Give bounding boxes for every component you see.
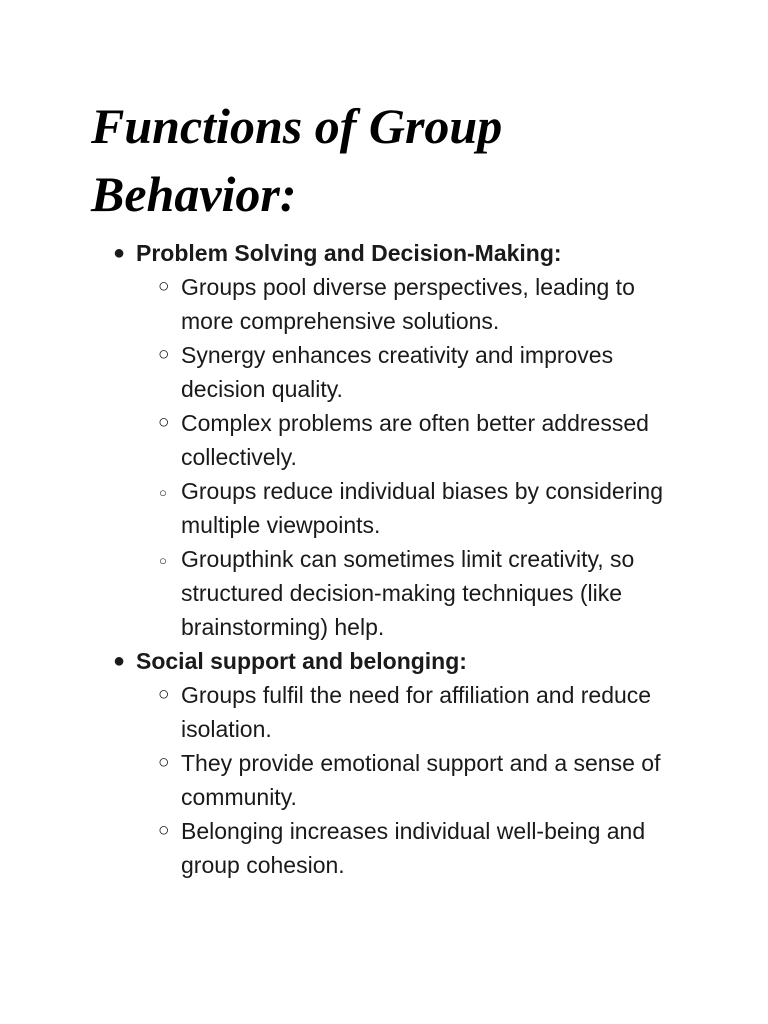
hollow-bullet-icon: ○ [158,276,170,297]
list-item [0,338,768,406]
hollow-bullet-icon: ○ [158,820,170,841]
list-item-text: Belonging increases individual well-being and group cohesion. [181,818,646,878]
section-heading-row [0,236,768,270]
filled-bullet-icon: ● [113,242,126,264]
section-social-support [0,644,768,882]
sub-list [0,270,768,644]
hollow-bullet-icon: ○ [159,485,167,500]
list-item-text: Groups pool diverse perspectives, leading to more comprehensive solutions. [181,274,635,334]
list-item-text: Complex problems are often better addressed collectively. [181,410,649,470]
hollow-bullet-icon: ○ [159,553,167,568]
list-item [0,406,768,474]
section-heading: Social support and belonging: [136,648,467,674]
functions-outline [0,236,768,882]
list-item-text: Groupthink can sometimes limit creativity, so structured decision-making techniques (like brainstorming) help. [181,546,635,640]
list-item-text: Synergy enhances creativity and improves decision quality. [181,342,614,402]
filled-bullet-icon: ● [113,650,126,672]
list-item [0,270,768,338]
list-item [0,474,768,542]
section-heading: Problem Solving and Decision-Making: [136,240,562,266]
list-item-text: Groups reduce individual biases by considering multiple viewpoints. [181,478,664,538]
list-item-text: They provide emotional support and a sense of community. [181,750,661,810]
list-item-text: Groups fulfil the need for affiliation and reduce isolation. [181,682,652,742]
hollow-bullet-icon: ○ [158,684,170,705]
page-title: Functions of Group Behavior: [91,98,503,222]
section-problem-solving [0,236,768,644]
list-item [0,746,768,814]
sub-list [0,678,768,882]
list-item [0,814,768,882]
list-item [0,542,768,644]
list-item [0,678,768,746]
hollow-bullet-icon: ○ [158,752,170,773]
hollow-bullet-icon: ○ [158,344,170,365]
hollow-bullet-icon: ○ [158,412,170,433]
section-heading-row [0,644,768,678]
